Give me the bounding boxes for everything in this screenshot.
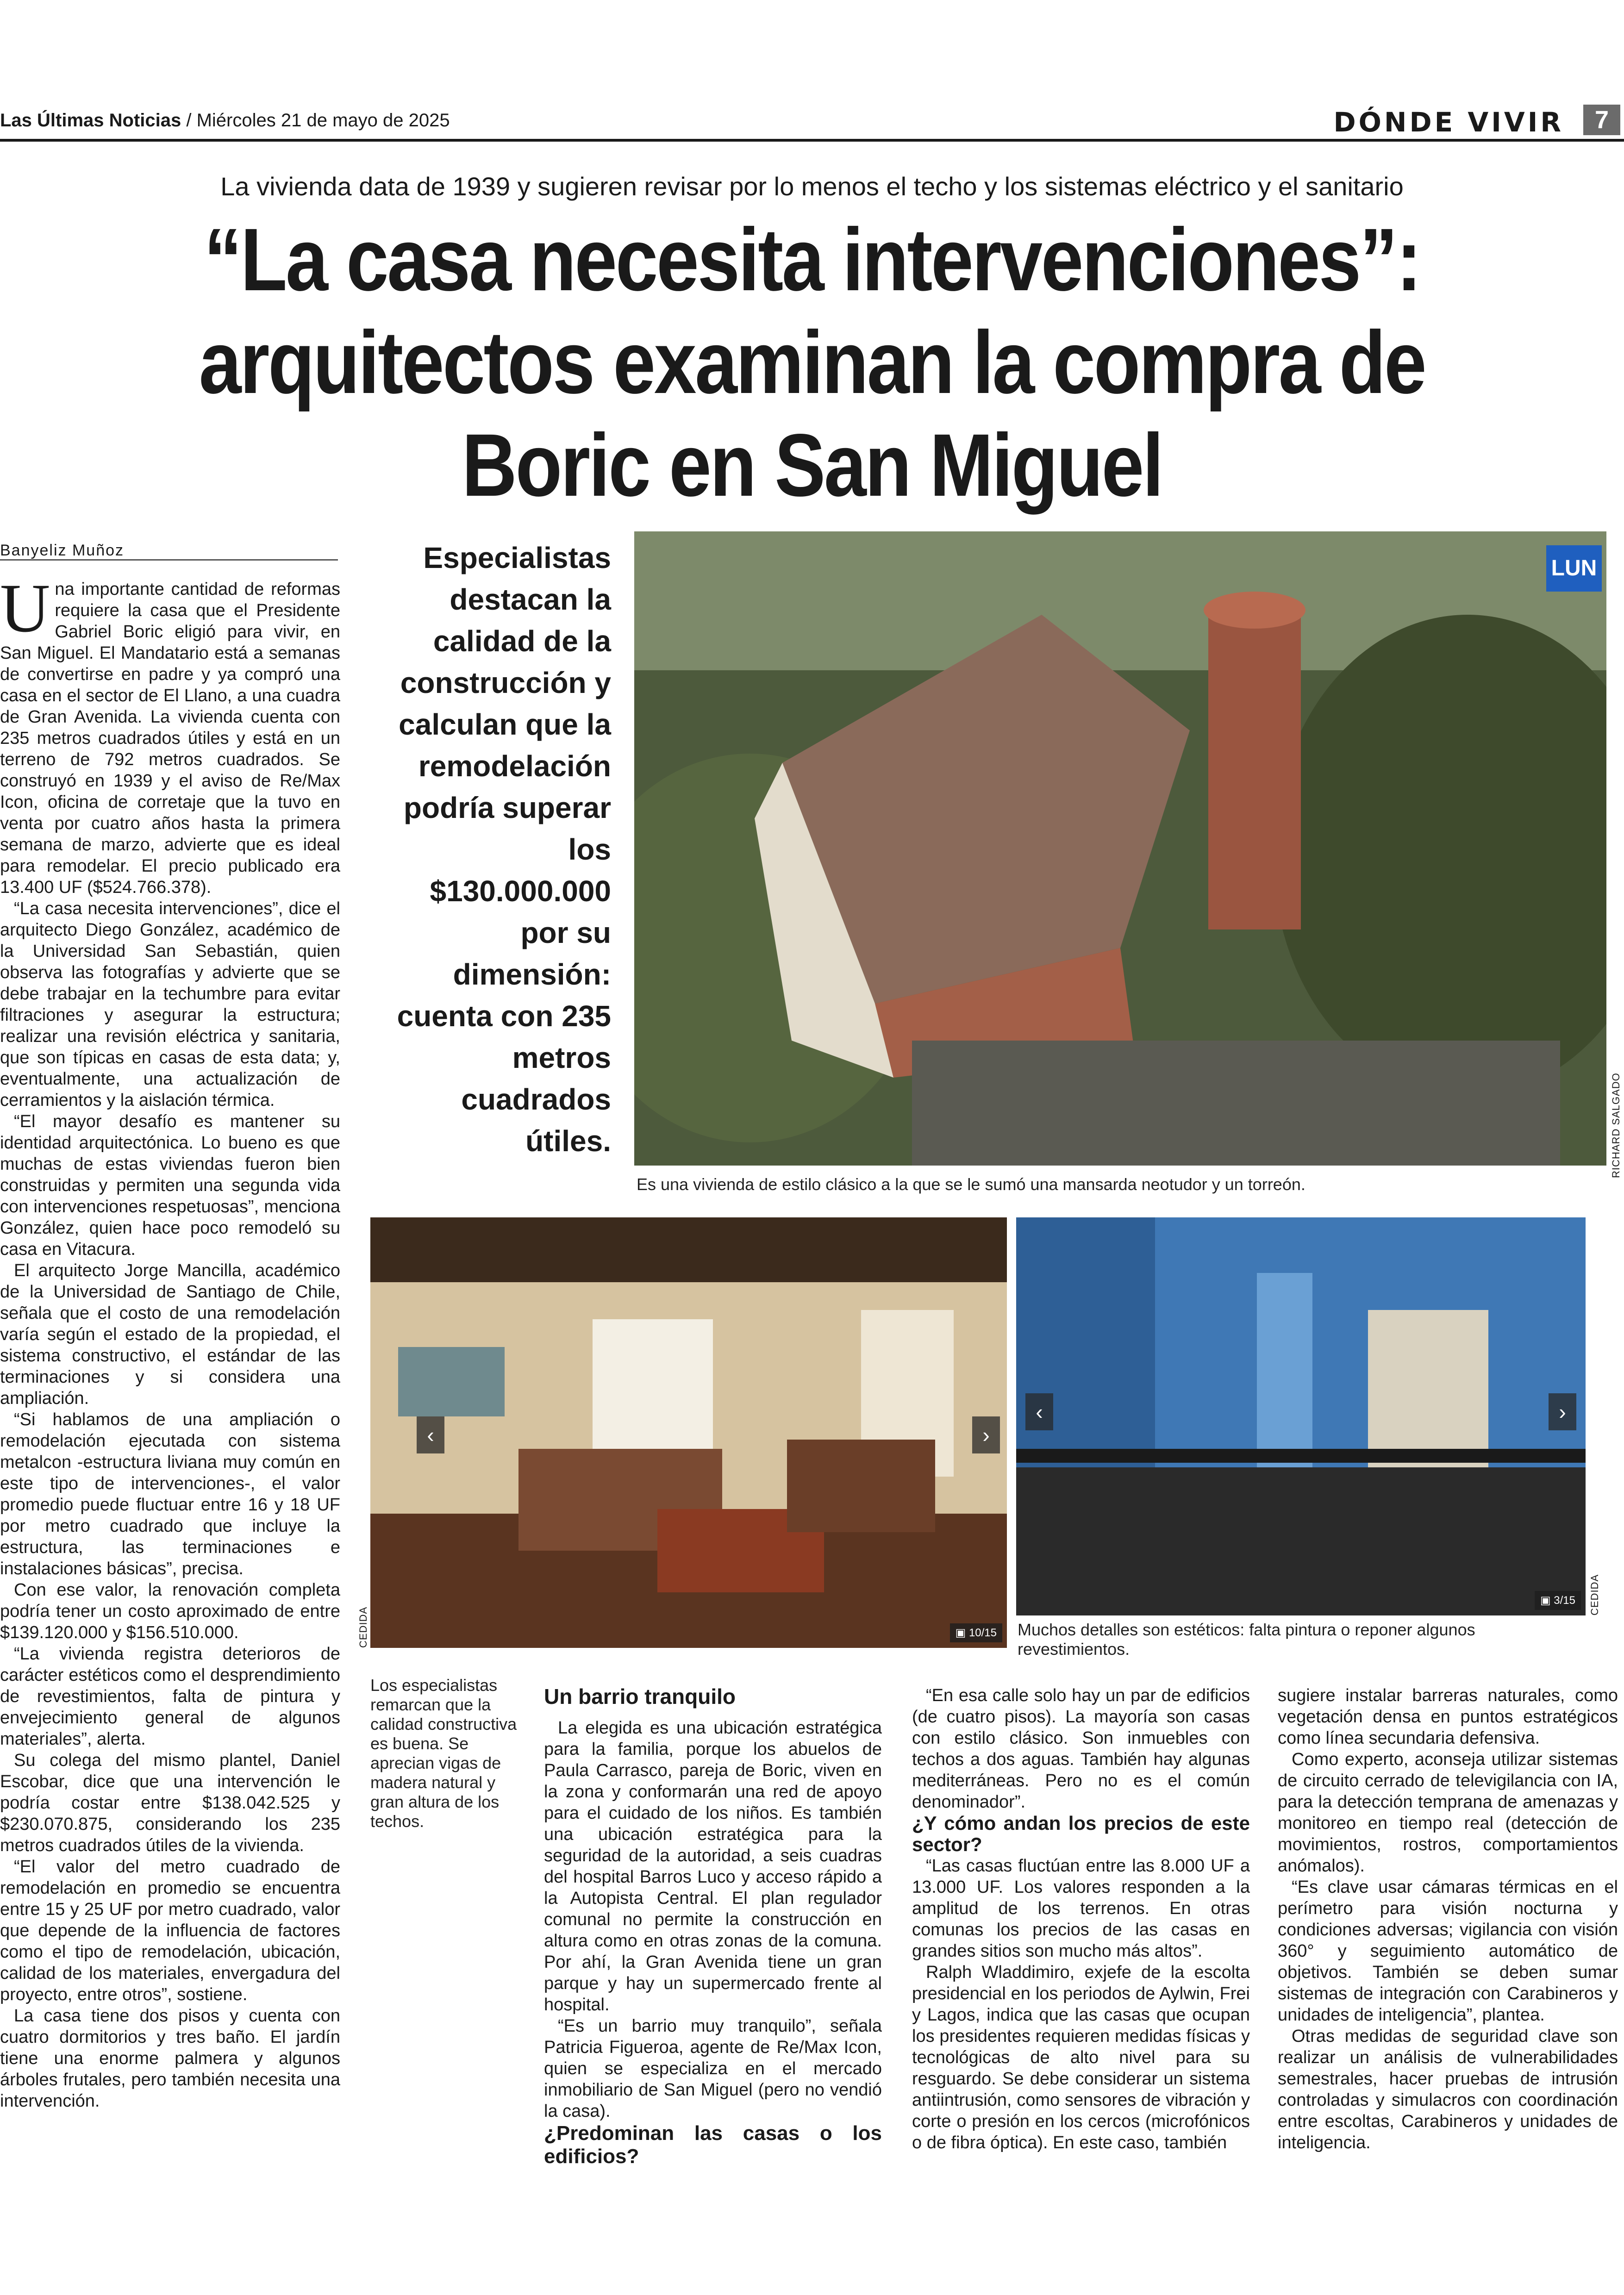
headline-line-3: Boric en San Miguel — [462, 415, 1162, 515]
living-room-illustration — [370, 1217, 1007, 1648]
staircase-caption: Muchos detalles son estéticos: falta pintura o reponer algunos revestimientos. — [1018, 1620, 1475, 1659]
article-column-1 — [0, 570, 340, 2112]
article-column-4 — [912, 1685, 1250, 2153]
paragraph: Una importante cantidad de reformas requiere la casa que el Presidente Gabriel Boric eligió para vivir, en San Miguel. El Mandatario está a semanas de convertirse en padre y ya compró una casa en el sector de El Llano, a una cuadra de Gran Avenida. La vivienda cuenta con 235 metros cuadrados útiles y está en un terreno de 792 metros cuadrados. Se construyó en 1939 y el aviso de Re/Max Icon, oficina de corretaje que la tuvo en venta por cuatro años hasta la primera semana de marzo, advierte que es ideal para remodelar. El precio publicado era 13.400 UF ($524.766.378). — [0, 570, 340, 897]
paragraph: Como experto, aconseja utilizar sistemas de circuito cerrado de televigilancia con IA, para la detección temprana de amenazas y monitoreo en tiempo real (detección de movimientos, rostros, comportamientos anómalos). — [1278, 1750, 1618, 1876]
headline-line-1: “La casa necesita intervenciones”: — [204, 210, 1420, 309]
paragraph: Otras medidas de seguridad clave son realizar un análisis de vulnerabilidades semestrales, hacer pruebas de intrusión controladas y simulacros con coordinación entre escoltas, Carabineros y unidades de inteligencia. — [1278, 2027, 1618, 2152]
paragraph: El arquitecto Jorge Mancilla, académico de la Universidad de Santiago de Chile, señala que el costo de una remodelación varía según el estado de la propiedad, el sistema constructivo, el estándar de las terminaciones y si considera una ampliación. — [0, 1261, 340, 1408]
next-image-button[interactable] — [1549, 1393, 1576, 1430]
publication-date: / Miércoles 21 de mayo de 2025 — [186, 110, 450, 131]
house-aerial-illustration — [634, 531, 1606, 1166]
paragraph: “Es un barrio muy tranquilo”, señala Patricia Figueroa, agente de Re/Max Icon, quien se especializa en el mercado inmobiliario de San Miguel (pero no vendió la casa). — [544, 2016, 882, 2121]
paragraph: Con ese valor, la renovación completa podría tener un costo aproximado de entre $139.120.000 y $156.510.000. — [0, 1580, 340, 1642]
prev-image-button[interactable] — [1025, 1393, 1053, 1430]
main-house-photo — [634, 531, 1606, 1166]
paragraph: Ralph Wladdimiro, exjefe de la escolta presidencial en los periodos de Aylwin, Frei y Lagos, indica que las casas que ocupan los presidentes requieren medidas físicas y tecnológicas de alto nivel para su resguardo. Se debe considerar un sistema antiintrusión, como sensores de vibración y corte o presión en los cercos (microfónicos o de fibra óptica). En este caso, también — [912, 1963, 1250, 2152]
subheading: Un barrio tranquilo — [544, 1684, 736, 1709]
paragraph: “El valor del metro cuadrado de remodelación en promedio se encuentra entre 15 y 25 UF por metro cuadrado, valor que depende de la influencia de factores como el tipo de remodelación, ubicación, calidad de los materiales, envergadura del proyecto, entre otros”, sostiene. — [0, 1857, 340, 2004]
article-column-3 — [544, 1685, 882, 2168]
headline-line-2: arquitectos examinan la compra de — [199, 312, 1425, 412]
prev-image-button[interactable] — [417, 1416, 444, 1453]
photo-credit: RICHARD SALGADO — [1610, 1073, 1622, 1178]
subheading: ¿Y cómo andan los precios de este sector? — [912, 1812, 1250, 1855]
image-counter: ▣ 10/15 — [950, 1623, 1002, 1642]
paragraph: “Es clave usar cámaras térmicas en el perímetro para visión nocturna y condiciones adversas; vigilancia con visión 360° y seguimiento automático de objetivos. También se deben sumar sistemas de integración con Carabineros y unidades de inteligencia”, plantea. — [1278, 1877, 1618, 2025]
image-counter: ▣ 3/15 — [1535, 1591, 1581, 1610]
newspaper-name: Las Últimas Noticias — [0, 110, 181, 131]
staircase-illustration — [1016, 1217, 1586, 1615]
lun-logo-badge: LUN — [1546, 545, 1602, 592]
chevron-right-icon: › — [982, 1423, 990, 1447]
chevron-right-icon: › — [1559, 1400, 1566, 1424]
byline: Banyeliz Muñoz — [0, 542, 125, 559]
paragraph: La elegida es una ubicación estratégica para la familia, porque los abuelos de Paula Carrasco, pareja de Boric, viven en la zona y conformarán una red de apoyo para el cuidado de los niños. Es también una ubicación estratégica para la seguridad de la autoridad, a seis cuadras del hospital Barros Luco y acceso rápido a la Autopista Central. El plan regulador comunal no permite la construcción en altura como en otras zonas de la comuna. Por ahí, la Gran Avenida tiene un gran parque y hay un supermercado frente al hospital. — [544, 1718, 882, 2014]
photo-credit: CEDIDA — [1589, 1574, 1600, 1615]
byline-rule — [0, 559, 338, 561]
masthead-date-line — [0, 110, 450, 131]
chevron-left-icon: ‹ — [427, 1423, 434, 1447]
paragraph: “La vivienda registra deterioros de carácter estéticos como el desprendimiento de revestimientos, falta de pintura y envejecimiento general de algunos materiales”, alerta. — [0, 1644, 340, 1749]
living-room-photo[interactable] — [370, 1217, 1007, 1648]
photo-credit: CEDIDA — [357, 1606, 369, 1648]
paragraph: “La casa necesita intervenciones”, dice el arquitecto Diego González, académico de la Universidad San Sebastián, quien observa las fotografías y advierte que se debe trabajar en la techumbre para evitar filtraciones y asegurar la estructura; realizar una revisión eléctrica y sanitaria, que son típicas en casas de esta data; y, eventualmente, una actualización de cerramientos y la aislación térmica. — [0, 899, 340, 1110]
gallery-icon: ▣ — [955, 1627, 969, 1639]
section-label: DÓNDE VIVIR — [1333, 106, 1564, 138]
paragraph: “Si hablamos de una ampliación o remodelación ejecutada con sistema metalcon -estructura liviana muy común en este tipo de intervenciones-, el valor promedio puede fluctuar entre 16 y 18 UF por metro cuadrado que incluye la estructura, las terminaciones e instalaciones básicas”, precisa. — [0, 1410, 340, 1578]
next-image-button[interactable] — [972, 1416, 1000, 1453]
subheading: ¿Predominan las casas o los edificios? — [544, 2122, 882, 2168]
paragraph: La casa tiene dos pisos y cuenta con cuatro dormitorios y tres baño. El jardín tiene una enorme palmera y algunos árboles frutales, pero también necesita una intervención. — [0, 2006, 340, 2111]
paragraph: sugiere instalar barreras naturales, como vegetación densa en puntos estratégicos como línea secundaria defensiva. — [1278, 1686, 1618, 1748]
paragraph: “El mayor desafío es mantener su identidad arquitectónica. Lo bueno es que muchas de estas viviendas fueron bien construidas y permiten una segunda vida con intervenciones respetuosas”, menciona González, quien hace poco remodeló su casa en Vitacura. — [0, 1112, 340, 1259]
article-column-5 — [1278, 1685, 1618, 2153]
staircase-photo[interactable] — [1016, 1217, 1586, 1615]
paragraph: Su colega del mismo plantel, Daniel Escobar, dice que una intervención le podría costar entre $138.042.525 y $230.070.875, considerando los 235 metros cuadrados útiles de la vivienda. — [0, 1751, 340, 1855]
kicker: La vivienda data de 1939 y sugieren revisar por lo menos el techo y los sistemas eléctrico y el sanitario — [220, 172, 1404, 201]
gallery-icon: ▣ — [1540, 1594, 1554, 1607]
page-number: 7 — [1583, 105, 1620, 135]
masthead-rule — [0, 139, 1624, 142]
chevron-left-icon: ‹ — [1036, 1400, 1043, 1424]
pull-quote: Especialistas destacan la calidad de la construcción y calculan que la remodelación podría superar los $130.000.000 por su dimensión: cuenta con 235 metros cuadrados útiles. — [397, 541, 611, 1158]
drop-cap: U — [0, 570, 50, 647]
living-room-caption: Los especialistas remarcan que la calidad constructiva es buena. Se aprecian vigas de madera natural y gran altura de los techos. — [370, 1676, 517, 1831]
paragraph: “En esa calle solo hay un par de edificios (de cuatro pisos). La mayoría son casas con estilo clásico. Son inmuebles con techos a dos aguas. También hay algunas mediterráneas. Pero no es el común denominador”. — [912, 1686, 1250, 1812]
headline — [162, 208, 1462, 517]
paragraph: “Las casas fluctúan entre las 8.000 UF a 13.000 UF. Los valores responden a la amplitud de los terrenos. En otras comunas los precios de las casas en grandes sitios son mucho más altos”. — [912, 1856, 1250, 1961]
main-photo-caption: Es una vivienda de estilo clásico a la que se le sumó una mansarda neotudor y un torreón. — [637, 1175, 1305, 1194]
